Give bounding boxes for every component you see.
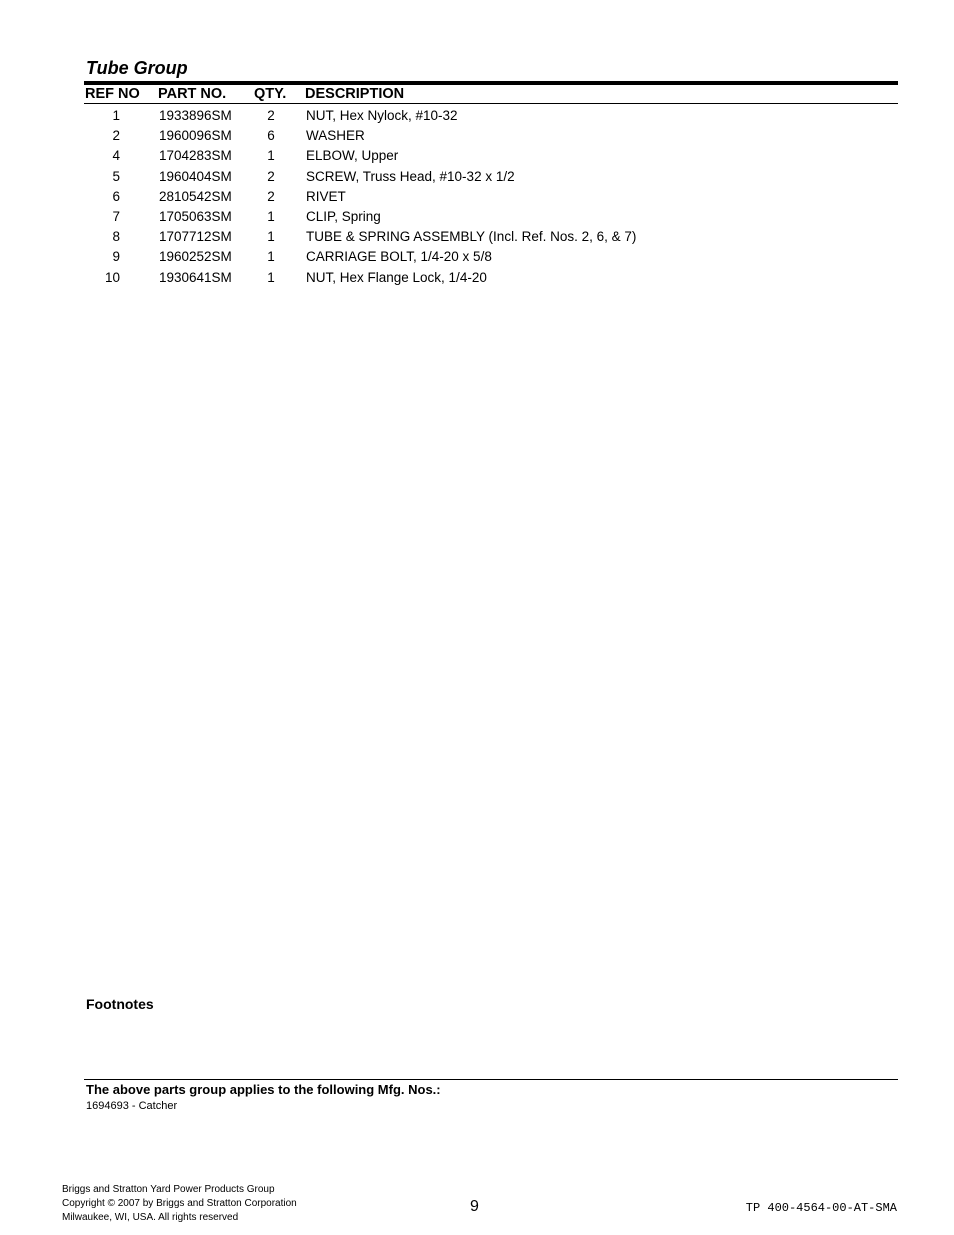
qty-cell: 1 bbox=[267, 249, 275, 265]
mfg-number: 1694693 - Catcher bbox=[86, 1100, 178, 1112]
footer-line-company: Briggs and Stratton Yard Power Products Group bbox=[62, 1184, 275, 1195]
ref-no-cell: 10 bbox=[104, 269, 120, 285]
ref-no-cell: 7 bbox=[112, 208, 120, 224]
ref-no-cell: 2 bbox=[112, 128, 120, 144]
description-cell: NUT, Hex Flange Lock, 1/4-20 bbox=[306, 269, 487, 285]
column-header-description: DESCRIPTION bbox=[305, 86, 405, 102]
qty-cell: 1 bbox=[267, 148, 275, 164]
page-number: 9 bbox=[470, 1198, 479, 1215]
part-no-cell: 1933896SM bbox=[159, 108, 232, 123]
description-cell: TUBE & SPRING ASSEMBLY (Incl. Ref. Nos. 2, 6, & 7) bbox=[306, 229, 637, 245]
qty-cell: 1 bbox=[267, 229, 275, 245]
footer-line-copyright: Copyright © 2007 by Briggs and Stratton Corporation bbox=[62, 1198, 297, 1209]
page-title: Tube Group bbox=[86, 58, 188, 78]
qty-cell: 2 bbox=[267, 188, 275, 204]
table-row bbox=[0, 228, 954, 248]
table-row bbox=[0, 248, 954, 268]
part-no-cell: 1960252SM bbox=[159, 249, 232, 265]
part-no-cell: 1705063SM bbox=[159, 208, 232, 224]
ref-no-cell: 5 bbox=[112, 168, 120, 184]
description-cell: RIVET bbox=[306, 188, 346, 204]
footnotes-heading: Footnotes bbox=[86, 996, 154, 1012]
table-row bbox=[0, 147, 954, 167]
document-code: TP 400-4564-00-AT-SMA bbox=[745, 1201, 897, 1215]
column-header-part-no: PART NO. bbox=[158, 86, 227, 102]
table-row bbox=[0, 168, 954, 188]
parts-table bbox=[0, 107, 954, 289]
ref-no-cell: 6 bbox=[112, 188, 120, 204]
footer-line-rights: Milwaukee, WI, USA. All rights reserved bbox=[62, 1212, 239, 1223]
column-header-ref-no: REF NO bbox=[85, 86, 140, 102]
part-no-cell: 1930641SM bbox=[159, 269, 232, 285]
qty-cell: 1 bbox=[267, 269, 275, 285]
qty-cell: 1 bbox=[267, 208, 275, 224]
description-cell: WASHER bbox=[306, 128, 365, 144]
applies-heading: The above parts group applies to the following Mfg. Nos.: bbox=[86, 1082, 441, 1097]
description-cell: SCREW, Truss Head, #10-32 x 1/2 bbox=[306, 168, 515, 184]
table-row bbox=[0, 127, 954, 147]
table-row bbox=[0, 107, 954, 127]
part-no-cell: 1960096SM bbox=[159, 128, 232, 144]
header-rule-thick bbox=[84, 81, 898, 85]
footer-copyright bbox=[62, 1183, 297, 1225]
header-rule-thin bbox=[84, 103, 898, 104]
table-row bbox=[0, 188, 954, 208]
description-cell: NUT, Hex Nylock, #10-32 bbox=[306, 108, 458, 123]
ref-no-cell: 4 bbox=[112, 148, 120, 164]
table-row bbox=[0, 269, 954, 289]
part-no-cell: 2810542SM bbox=[159, 188, 232, 204]
part-no-cell: 1707712SM bbox=[159, 229, 232, 245]
description-cell: CLIP, Spring bbox=[306, 208, 381, 224]
qty-cell: 6 bbox=[267, 128, 275, 144]
ref-no-cell: 8 bbox=[112, 229, 120, 245]
description-cell: CARRIAGE BOLT, 1/4-20 x 5/8 bbox=[306, 249, 492, 265]
applies-rule bbox=[84, 1079, 898, 1080]
column-header-qty: QTY. bbox=[254, 86, 287, 102]
qty-cell: 2 bbox=[267, 108, 275, 123]
ref-no-cell: 9 bbox=[112, 249, 120, 265]
table-row bbox=[0, 208, 954, 228]
qty-cell: 2 bbox=[267, 168, 275, 184]
ref-no-cell: 1 bbox=[112, 108, 120, 123]
part-no-cell: 1960404SM bbox=[159, 168, 232, 184]
part-no-cell: 1704283SM bbox=[159, 148, 232, 164]
description-cell: ELBOW, Upper bbox=[306, 148, 399, 164]
